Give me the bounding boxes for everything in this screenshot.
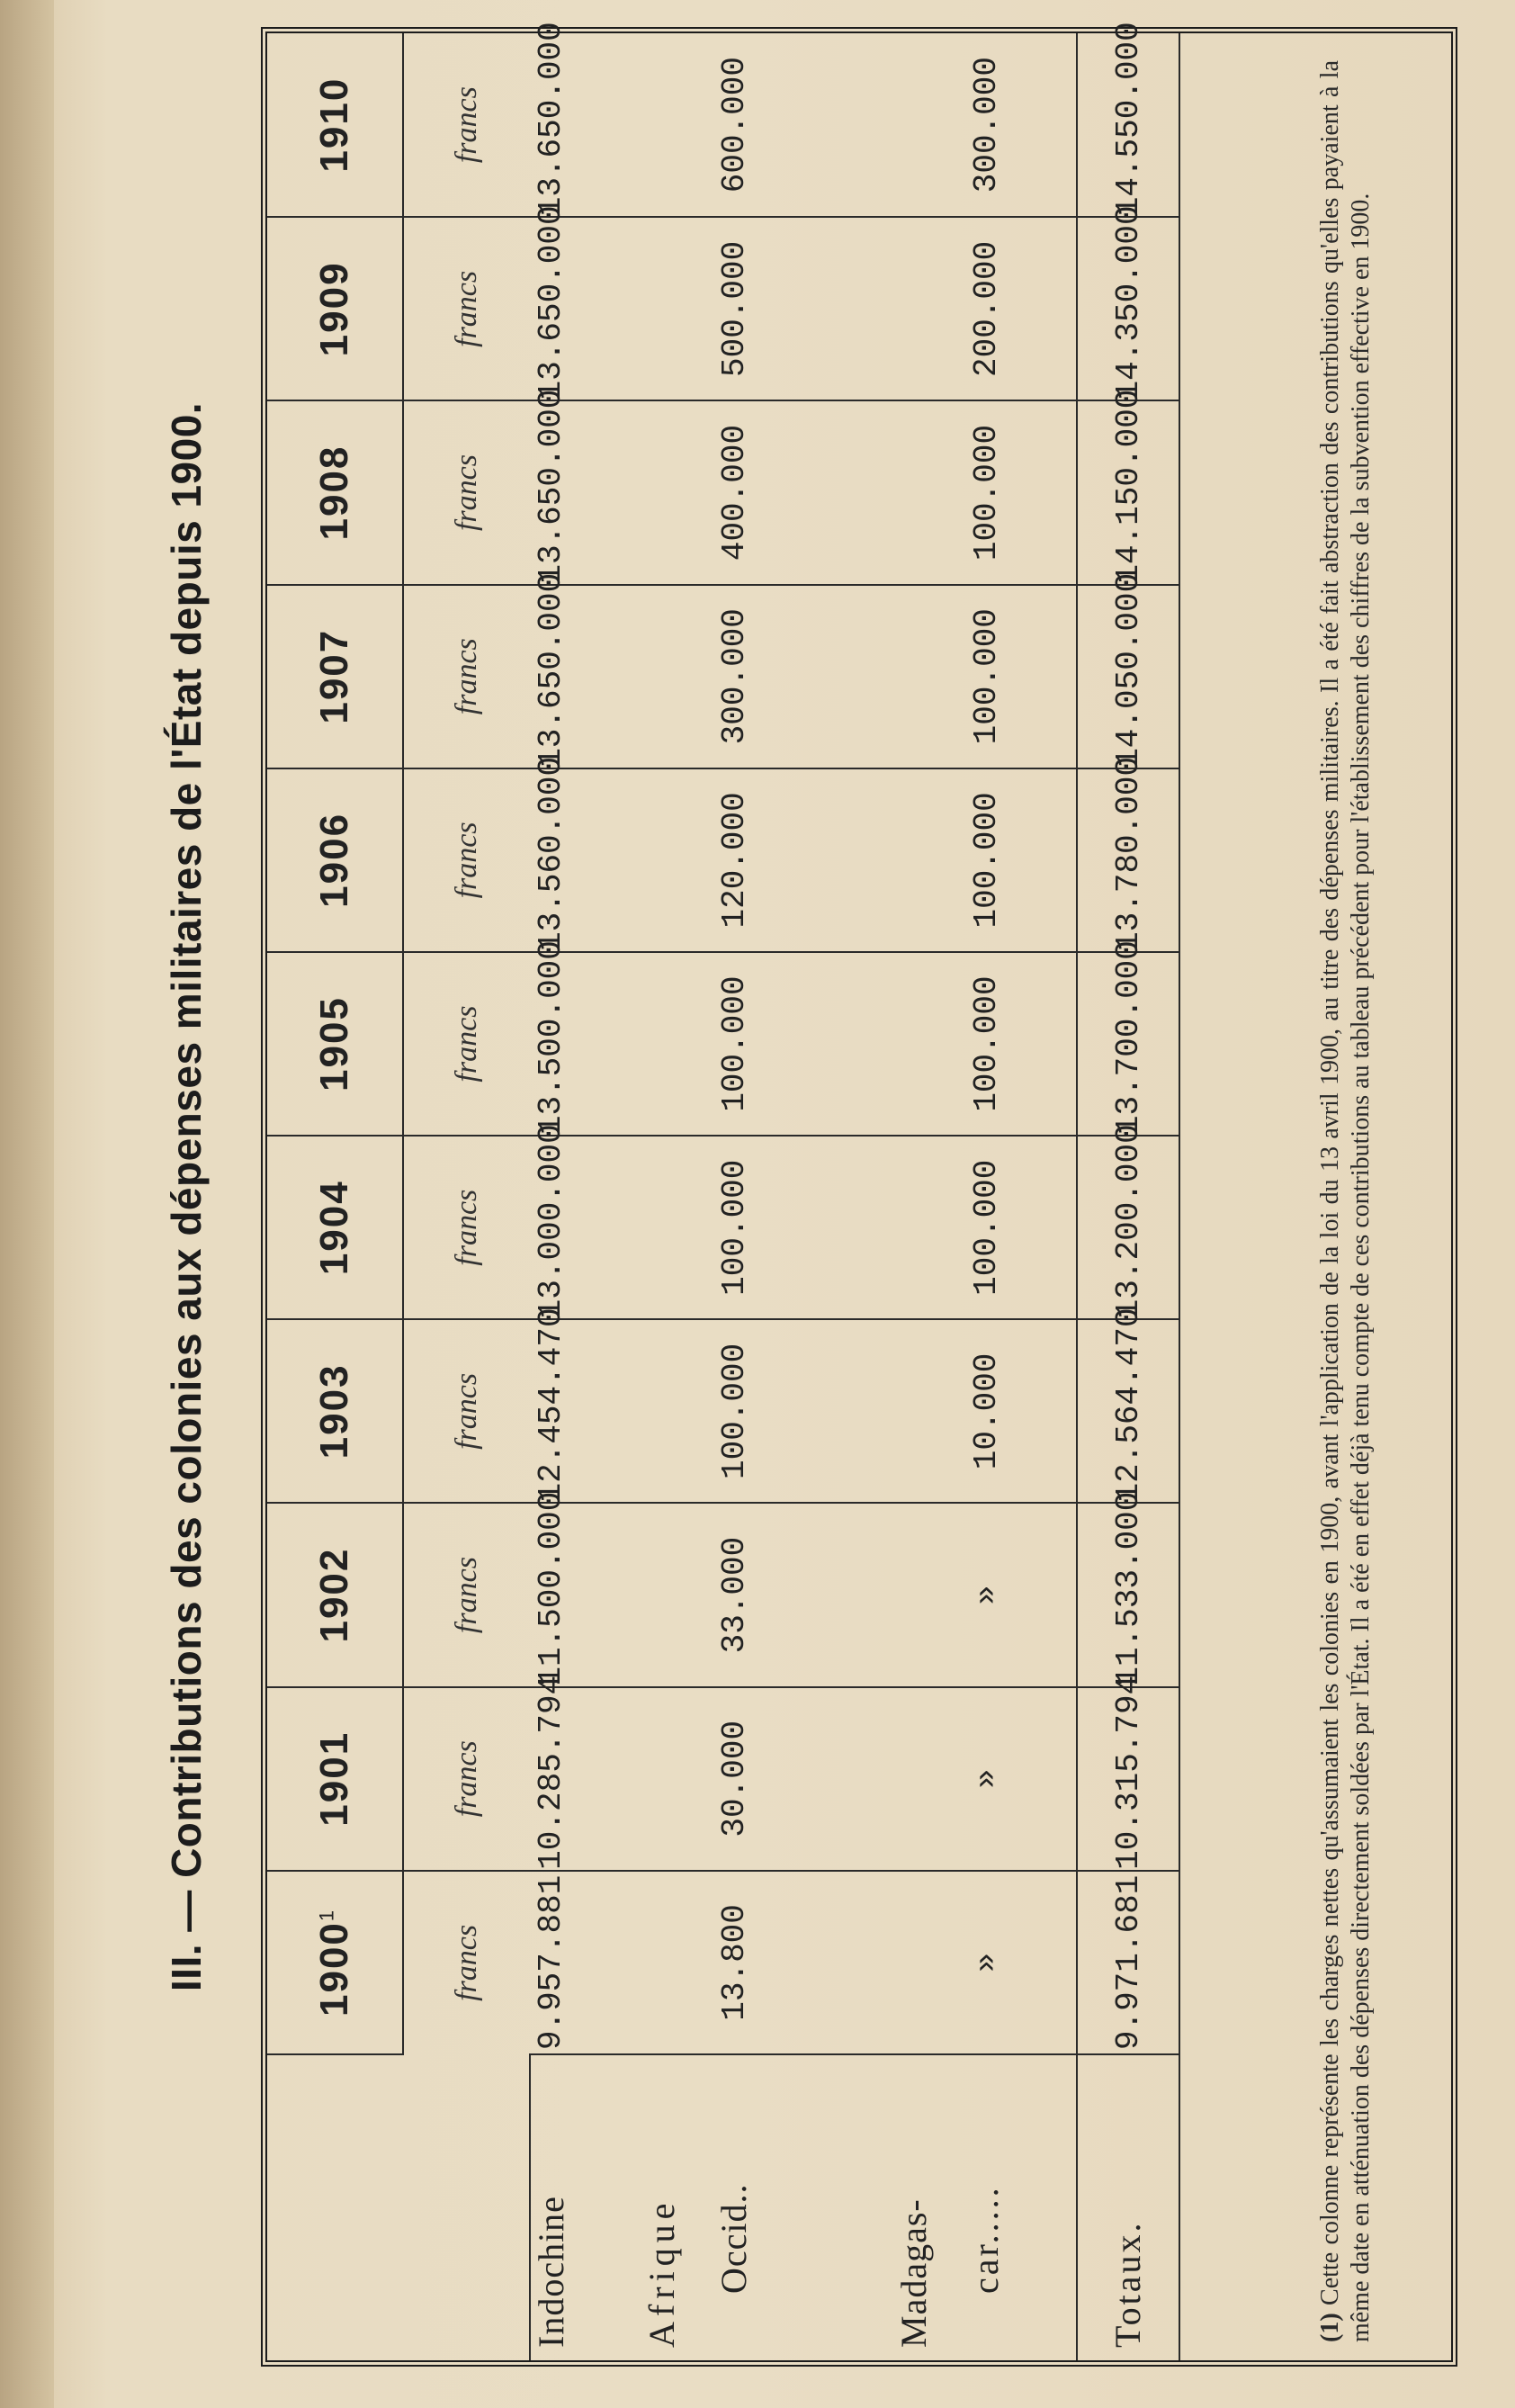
table-cell: 100.000 (824, 585, 1077, 768)
footnote-mark: (1) (1316, 2313, 1344, 2342)
table-cell: 11.500.000 (530, 1503, 572, 1686)
year-header-row (267, 33, 403, 2360)
year-header: 1905 (267, 952, 403, 1136)
page-title: III. — Contributions des colonies aux dépenses militaires de l'État depuis 1900. (163, 401, 210, 1992)
table-cell: 13.700.000 (1077, 952, 1179, 1136)
table-row-madagascar (824, 33, 1077, 2360)
table-cell: 14.550.000 (1077, 33, 1179, 217)
table-cell: 14.150.000 (1077, 400, 1179, 584)
unit-label: francs (403, 400, 530, 584)
table-cell: 500.000 (572, 217, 824, 400)
contributions-table (267, 22, 1180, 2360)
row-label: Madagas- car..... (893, 2185, 1006, 2348)
footnote (1315, 60, 1376, 2342)
table-row-indochine (530, 33, 572, 2360)
page-binding-edge (0, 0, 54, 2408)
table-cell: 13.800 (572, 1871, 824, 2054)
table-cell: 300.000 (824, 33, 1077, 217)
unit-label: francs (403, 585, 530, 768)
row-label: Afrique Occid.. (641, 2183, 754, 2348)
table-frame (261, 22, 1457, 2367)
footnote-text: Cette colonne représente les charges nettes qu'assumaient les colonies en 1900, avant l'application de la loi du 13 avril 1900, au titre des dépenses militaires. Il a été fait abstraction des contributions qu'elles payaient à la même date en atténuation des dépenses directement soldées par l'État. Il a été en effet déjà tenu compte de ces contributions au tableau précédent pour l'établissement des chiffres de la subvention effective en 1900. (1316, 59, 1376, 2342)
table-cell: 100.000 (824, 400, 1077, 584)
table-cell: » (824, 1871, 1077, 2054)
table-cell: 100.000 (572, 1136, 824, 1319)
table-row-afrique (572, 33, 824, 2360)
table-cell: 100.000 (824, 768, 1077, 952)
table-cell: 13.000.000 (530, 1136, 572, 1319)
rotated-content (153, 22, 1502, 2367)
unit-label: francs (403, 33, 530, 217)
table-cell: 13.500.000 (530, 952, 572, 1136)
table-cell: 100.000 (824, 952, 1077, 1136)
year-header: 1901 (267, 1687, 403, 1871)
table-cell: 100.000 (572, 1319, 824, 1503)
year-header: 1908 (267, 400, 403, 584)
year-header: 1904 (267, 1136, 403, 1319)
table-cell: » (824, 1687, 1077, 1871)
table-cell: 14.050.000 (1077, 585, 1179, 768)
table-cell: » (824, 1503, 1077, 1686)
table-cell: 13.650.000 (530, 585, 572, 768)
table-cell: 300.000 (572, 585, 824, 768)
table-cell: 33.000 (572, 1503, 824, 1686)
table-cell: 11.533.000 (1077, 1503, 1179, 1686)
unit-label: francs (403, 1871, 530, 2054)
unit-label: francs (403, 217, 530, 400)
table-cell: 120.000 (572, 768, 824, 952)
year-header: 1910 (267, 33, 403, 217)
table-cell: 9.971.681 (1077, 1871, 1179, 2054)
unit-label: francs (403, 1687, 530, 1871)
table-cell: 9.957.881 (530, 1871, 572, 2054)
table-cell: 13.560.000 (530, 768, 572, 952)
row-label: Totaux. (1077, 2054, 1179, 2360)
year-header: 1906 (267, 768, 403, 952)
table-cell: 13.780.000 (1077, 768, 1179, 952)
unit-row (403, 33, 530, 2360)
unit-label: francs (403, 768, 530, 952)
table-cell: 30.000 (572, 1687, 824, 1871)
row-label: Indochine (531, 2196, 571, 2348)
table-cell: 10.285.794 (530, 1687, 572, 1871)
table-cell: 12.454.470 (530, 1319, 572, 1503)
unit-label: francs (403, 1319, 530, 1503)
table-cell: 13.650.000 (530, 400, 572, 584)
table-cell: 13.650.000 (530, 217, 572, 400)
table-cell: 13.650.000 (530, 33, 572, 217)
table-cell: 10.315.794 (1077, 1687, 1179, 1871)
unit-label: francs (403, 952, 530, 1136)
table-cell: 600.000 (572, 33, 824, 217)
table-cell: 12.564.470 (1077, 1319, 1179, 1503)
year-header: 1903 (267, 1319, 403, 1503)
year-header: 1909 (267, 217, 403, 400)
table-cell: 200.000 (824, 217, 1077, 400)
corner-cell (267, 2054, 530, 2360)
unit-label: francs (403, 1136, 530, 1319)
year-header: 1902 (267, 1503, 403, 1686)
table-cell: 13.200.000 (1077, 1136, 1179, 1319)
year-header: 1907 (267, 585, 403, 768)
table-row-totals (1077, 33, 1179, 2360)
table-cell: 100.000 (572, 952, 824, 1136)
table-cell: 100.000 (824, 1136, 1077, 1319)
year-header: 1900$^1$ (267, 1871, 403, 2054)
unit-label: francs (403, 1503, 530, 1686)
table-cell: 400.000 (572, 400, 824, 584)
table-cell: 10.000 (824, 1319, 1077, 1503)
table-cell: 14.350.000 (1077, 217, 1179, 400)
